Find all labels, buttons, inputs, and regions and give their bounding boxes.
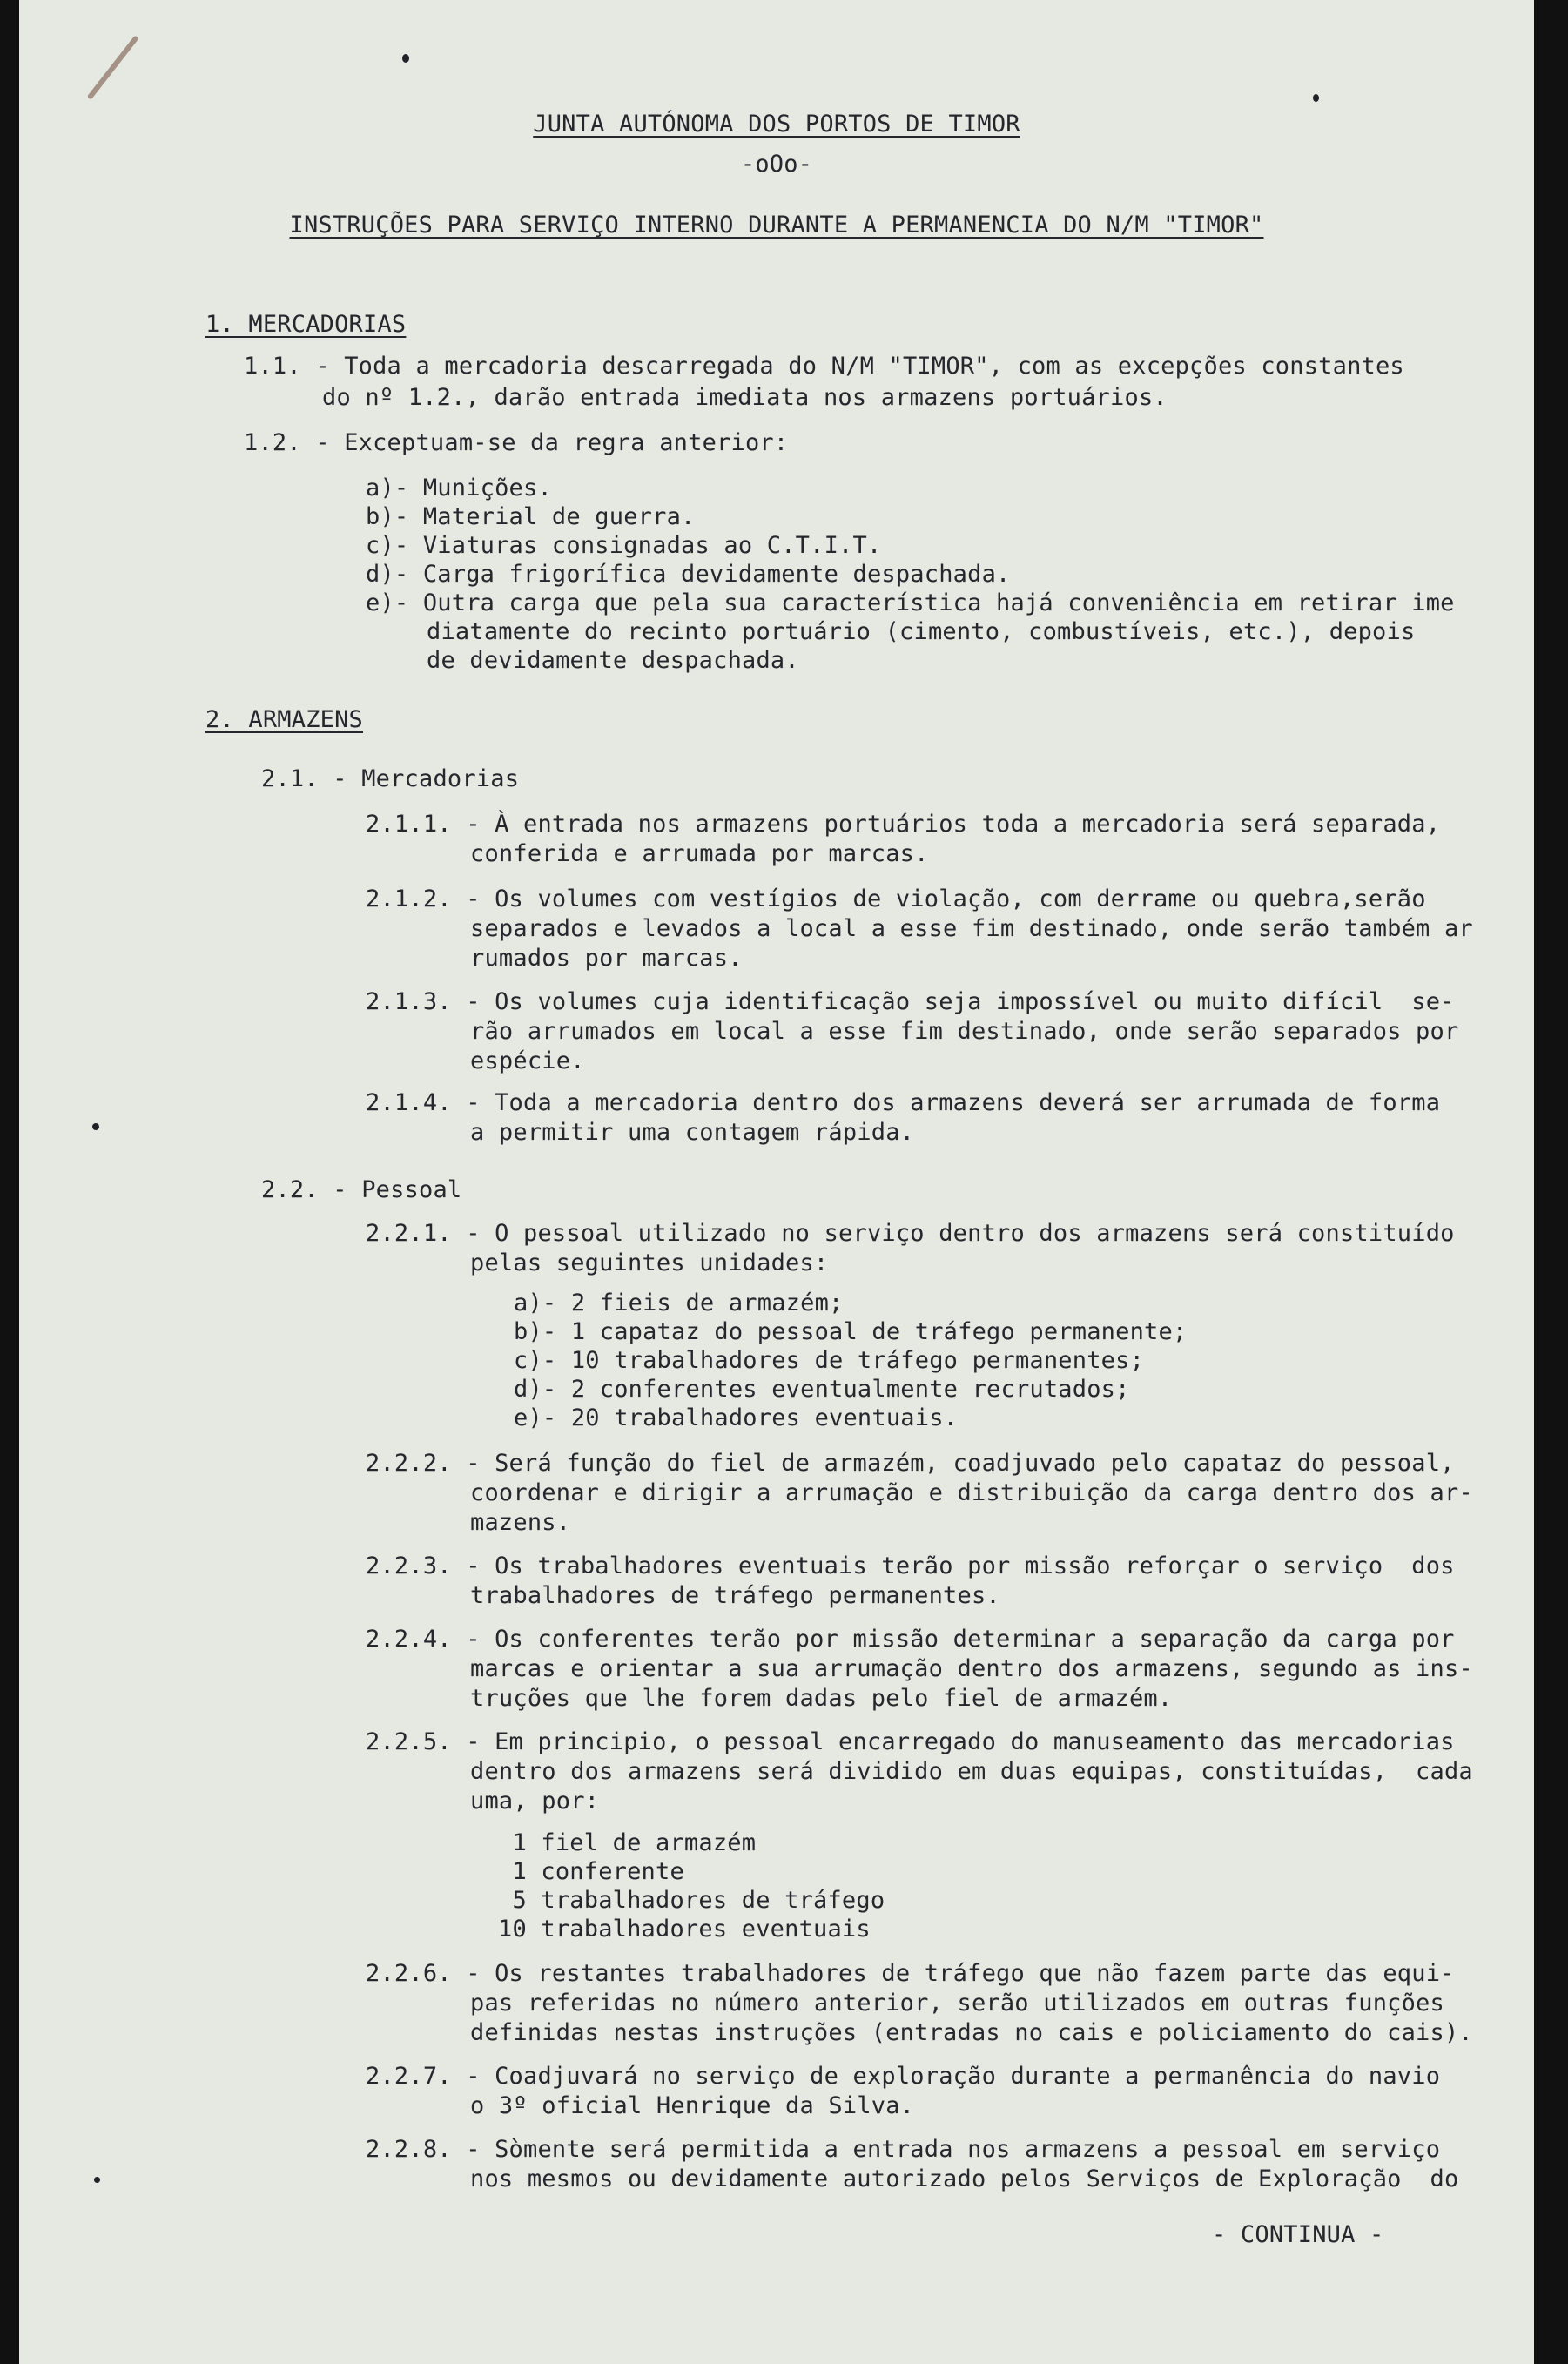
text-line: espécie. [470, 1047, 585, 1074]
document-title: INSTRUÇÕES PARA SERVIÇO INTERNO DURANTE A PERMANENCIA DO N/M "TIMOR" [289, 212, 1264, 239]
text-line: 2.1.1. - À entrada nos armazens portuários toda a mercadoria será separada, [366, 811, 1441, 838]
text-line: 2.2.1. - O pessoal utilizado no serviço dentro dos armazens será constituído [366, 1220, 1455, 1247]
text-line: o 3º oficial Henrique da Silva. [470, 2092, 915, 2119]
document-page [19, 0, 1534, 2364]
text-line: 2.1.4. - Toda a mercadoria dentro dos armazens deverá ser arrumada de forma [366, 1089, 1441, 1116]
text-line: 2.2.4. - Os conferentes terão por missão determinar a separação da carga por [366, 1626, 1455, 1653]
text-line: do nº 1.2., darão entrada imediata nos armazens portuários. [322, 384, 1168, 411]
text-line: 2.1.2. - Os volumes com vestígios de violação, com derrame ou quebra,serão [366, 886, 1426, 913]
ink-spot [1313, 94, 1319, 102]
text-line: rão arrumados em local a esse fim destinado, onde serão separados por [470, 1018, 1459, 1045]
text-line: 2.2.3. - Os trabalhadores eventuais terão por missão reforçar o serviço dos [366, 1552, 1455, 1579]
text-line: 5 trabalhadores de tráfego [498, 1887, 885, 1914]
ink-spot [94, 2177, 100, 2183]
text-line: pas referidas no número anterior, serão utilizados em outras funções [470, 1990, 1444, 2017]
text-line: uma, por: [470, 1788, 600, 1815]
text-line: pelas seguintes unidades: [470, 1249, 829, 1276]
text-line: e)- 20 trabalhadores eventuais. [514, 1404, 959, 1431]
text-line: a permitir uma contagem rápida. [470, 1119, 915, 1146]
header-org: JUNTA AUTÓNOMA DOS PORTOS DE TIMOR [533, 111, 1020, 138]
text-line: de devidamente despachada. [427, 647, 799, 674]
pencil-mark [87, 35, 139, 100]
text-line: 1. MERCADORIAS [205, 311, 407, 338]
text-line: 1.2. - Exceptuam-se da regra anterior: [244, 429, 789, 456]
text-line: 1.1. - Toda a mercadoria descarregada do N/M "TIMOR", com as excepções constantes [244, 353, 1404, 380]
text-line: dentro dos armazens será dividido em duas equipas, constituídas, cada [470, 1758, 1473, 1785]
text-line: separados e levados a local a esse fim destinado, onde serão também ar [470, 915, 1473, 942]
text-line: definidas nestas instruções (entradas no cais e policiamento do cais). [470, 2019, 1473, 2046]
text-line: a)- Munições. [366, 475, 552, 502]
text-line: 1 conferente [498, 1858, 684, 1885]
ink-spot [92, 1123, 99, 1130]
text-line: 2.1.3. - Os volumes cuja identificação seja impossível ou muito difícil se- [366, 988, 1455, 1015]
text-line: conferida e arrumada por marcas. [470, 840, 929, 867]
text-line: 2.2. - Pessoal [261, 1176, 462, 1203]
text-line: d)- Carga frigorífica devidamente despachada. [366, 561, 1011, 588]
text-line: 2.2.6. - Os restantes trabalhadores de tráfego que não fazem parte das equi- [366, 1960, 1455, 1987]
text-line: c)- Viaturas consignadas ao C.T.I.T. [366, 532, 882, 559]
text-line: 1 fiel de armazém [498, 1829, 757, 1856]
text-line: - CONTINUA - [1212, 2221, 1384, 2248]
text-line: nos mesmos ou devidamente autorizado pelos Serviços de Exploração do [470, 2165, 1459, 2192]
header-separator: -oOo- [740, 151, 813, 178]
text-line: rumados por marcas. [470, 945, 743, 972]
text-line: coordenar e dirigir a arrumação e distribuição da carga dentro dos ar- [470, 1479, 1473, 1506]
text-line: 2.2.8. - Sòmente será permitida a entrada nos armazens a pessoal em serviço [366, 2136, 1441, 2163]
text-line: 10 trabalhadores eventuais [498, 1916, 871, 1943]
text-line: diatamente do recinto portuário (cimento, combustíveis, etc.), depois [427, 618, 1416, 645]
text-line: 2.2.7. - Coadjuvará no serviço de exploração durante a permanência do navio [366, 2063, 1441, 2090]
text-line: 2. ARMAZENS [205, 706, 364, 733]
text-line: b)- Material de guerra. [366, 503, 696, 530]
text-line: a)- 2 fieis de armazém; [514, 1290, 844, 1317]
text-line: trabalhadores de tráfego permanentes. [470, 1582, 1000, 1609]
text-line: e)- Outra carga que pela sua característica hajá conveniência em retirar ime [366, 589, 1455, 616]
text-line: d)- 2 conferentes eventualmente recrutados; [514, 1376, 1130, 1403]
text-line: b)- 1 capataz do pessoal de tráfego permanente; [514, 1318, 1188, 1345]
text-line: c)- 10 trabalhadores de tráfego permanentes; [514, 1347, 1145, 1374]
text-line: mazens. [470, 1509, 571, 1536]
text-line: 2.2.2. - Será função do fiel de armazém, coadjuvado pelo capataz do pessoal, [366, 1450, 1455, 1477]
text-line: truções que lhe forem dadas pelo fiel de armazém. [470, 1685, 1173, 1712]
text-line: 2.1. - Mercadorias [261, 765, 520, 792]
text-line: 2.2.5. - Em principio, o pessoal encarregado do manuseamento das mercadorias [366, 1728, 1455, 1755]
ink-spot [402, 54, 409, 63]
text-line: marcas e orientar a sua arrumação dentro dos armazens, segundo as ins- [470, 1655, 1473, 1682]
